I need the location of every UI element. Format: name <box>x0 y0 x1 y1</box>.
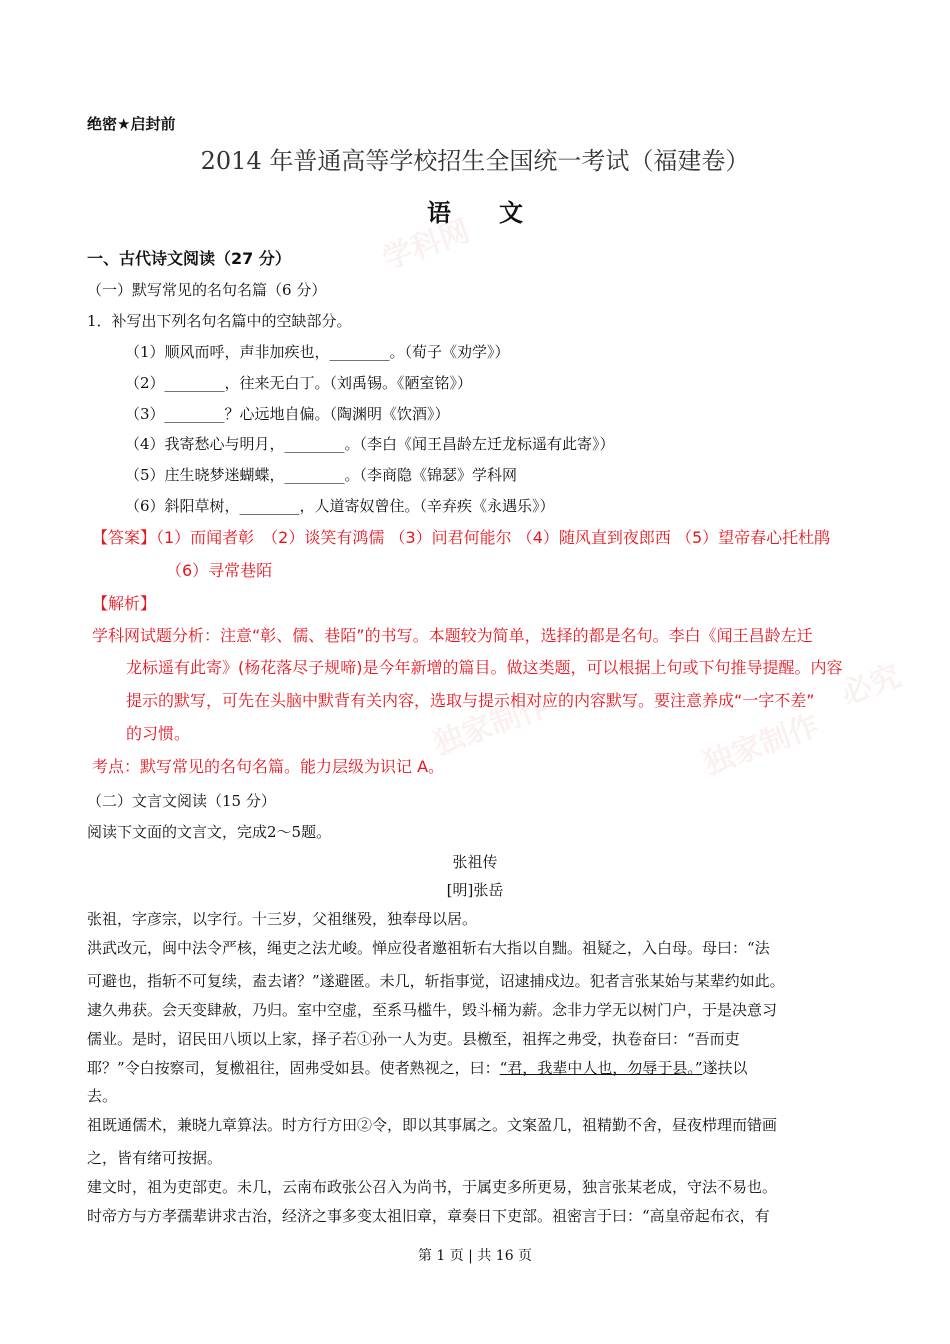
secret-label: 绝密★启封前 <box>87 115 176 133</box>
text-line: 之，皆有绪可按据。 <box>87 1149 223 1167</box>
analysis-text: 的习惯。 <box>126 724 191 743</box>
page-footer: 第 1 页 | 共 16 页 <box>417 1248 533 1264</box>
text-line: 可避也，指斩不可复续，盍去诸？”遂避匿。未几，斩指事觉，诏逮捕戍边。犯者言张某始与某辈约如此。 <box>87 972 785 990</box>
text-line: 时帝方与方孝孺辈讲求古治，经济之事多变太祖旧章，章奏日下吏部。祖密言于曰：“高皇帝起布衣，有 <box>87 1207 770 1225</box>
question-item: （2）________，往来无白丁。（刘禹锡。《陋室铭》） <box>125 374 473 392</box>
question-item: （1）顺风而呼，声非加疾也，________。（荀子《劝学》） <box>125 343 510 361</box>
question-item: （4）我寄愁心与明月，________。（李白《闻王昌龄左迁龙标遥有此寄》） <box>125 435 615 453</box>
question-item: （6）斜阳草树，________，人道寄奴曾住。（辛弃疾《永遇乐》） <box>125 497 555 515</box>
text-line: 去。 <box>87 1087 118 1105</box>
analysis-text: 提示的默写，可先在头脑中默背有关内容，选取与提示相对应的内容默写。要注意养成“一字不差” <box>126 691 815 710</box>
analysis-text: 学科网试题分析：注意“彰、儒、巷陌”的书写。本题较为简单，选择的都是名句。李白《闻王昌龄左迁 <box>92 626 813 645</box>
underlined-sentence: “君，我辈中人也，勿辱于县。” <box>499 1059 703 1077</box>
answer-text: 【答案】（1）而闻者彰 （2）谈笑有鸿儒 （3）问君何能尔 （4）随风直到夜郎西 （5）望帝春心托杜鹃 <box>92 528 831 547</box>
text-line <box>87 1058 748 1078</box>
section-heading: 一、古代诗文阅读（27 分） <box>87 249 291 268</box>
text-line: 逮久弗获。会天变肆赦，乃归。室中空虚，至系马槛牛，毁斗桶为薪。念非力学无以树门户，于是决意习 <box>87 1001 778 1019</box>
kaodian-text: 考点：默写常见的名句名篇。能力层级为识记 A。 <box>92 757 445 776</box>
text-line: 建文时，祖为吏部吏。未几，云南布政张公召入为尚书，于属吏多所更易，独言张某老成，守法不易也。 <box>87 1178 778 1196</box>
question-item: （3）________？心远地自偏。（陶渊明《饮酒》） <box>125 405 450 423</box>
question-item: （5）庄生晓梦迷蝴蝶，________。（李商隐《锦瑟》学科网 <box>125 466 518 484</box>
question-1: 1．补写出下列名句名篇中的空缺部分。 <box>87 312 352 330</box>
analysis-label: 【解析】 <box>92 594 157 613</box>
text-segment: 耶？”令白按察司，复檄祖往，固弗受如县。使者熟视之，曰： <box>87 1059 500 1077</box>
instruction: 阅读下文面的文言文，完成2～5题。 <box>87 823 332 841</box>
subsection-heading: （一）默写常见的名句名篇（6 分） <box>87 281 327 299</box>
subject-title: 语 文 <box>427 198 523 227</box>
text-title: 张祖传 <box>452 853 498 871</box>
text-line: 洪武改元，闽中法令严核，绳吏之法尤峻。惮应役者邀祖斩右大指以自黜。祖疑之，入白母。母曰：“法 <box>87 939 770 957</box>
answer-text: （6）寻常巷陌 <box>166 561 273 580</box>
watermark: 学科网 <box>377 213 475 278</box>
text-line: 张祖，字彦宗，以字行。十三岁，父祖继殁，独奉母以居。 <box>87 910 478 928</box>
analysis-text: 龙标遥有此寄》(杨花落尽子规啼)是今年新增的篇目。做这类题，可以根据上句或下句推导提醒。内容 <box>126 658 843 677</box>
text-author: [明]张岳 <box>446 881 504 899</box>
subsection-heading: （二）文言文阅读（15 分） <box>87 792 276 810</box>
watermark: 必究 <box>837 658 906 712</box>
watermark: 独家制作 <box>428 688 554 763</box>
exam-title: 2014 年普通高等学校招生全国统一考试（福建卷） <box>200 147 750 175</box>
watermark: 独家制作 <box>698 708 824 783</box>
text-segment: 遂扶以 <box>702 1059 748 1077</box>
text-line: 祖既通儒术，兼晓九章算法。时方行方田②令，即以其事属之。文案盈几，祖精勤不舍，昼夜栉理而错画 <box>87 1116 778 1134</box>
text-line: 儒业。是时，诏民田八顷以上家，择子若①孙一人为吏。县檄至，祖挥之弗受，执卷奋曰：“吾而吏 <box>87 1030 740 1048</box>
